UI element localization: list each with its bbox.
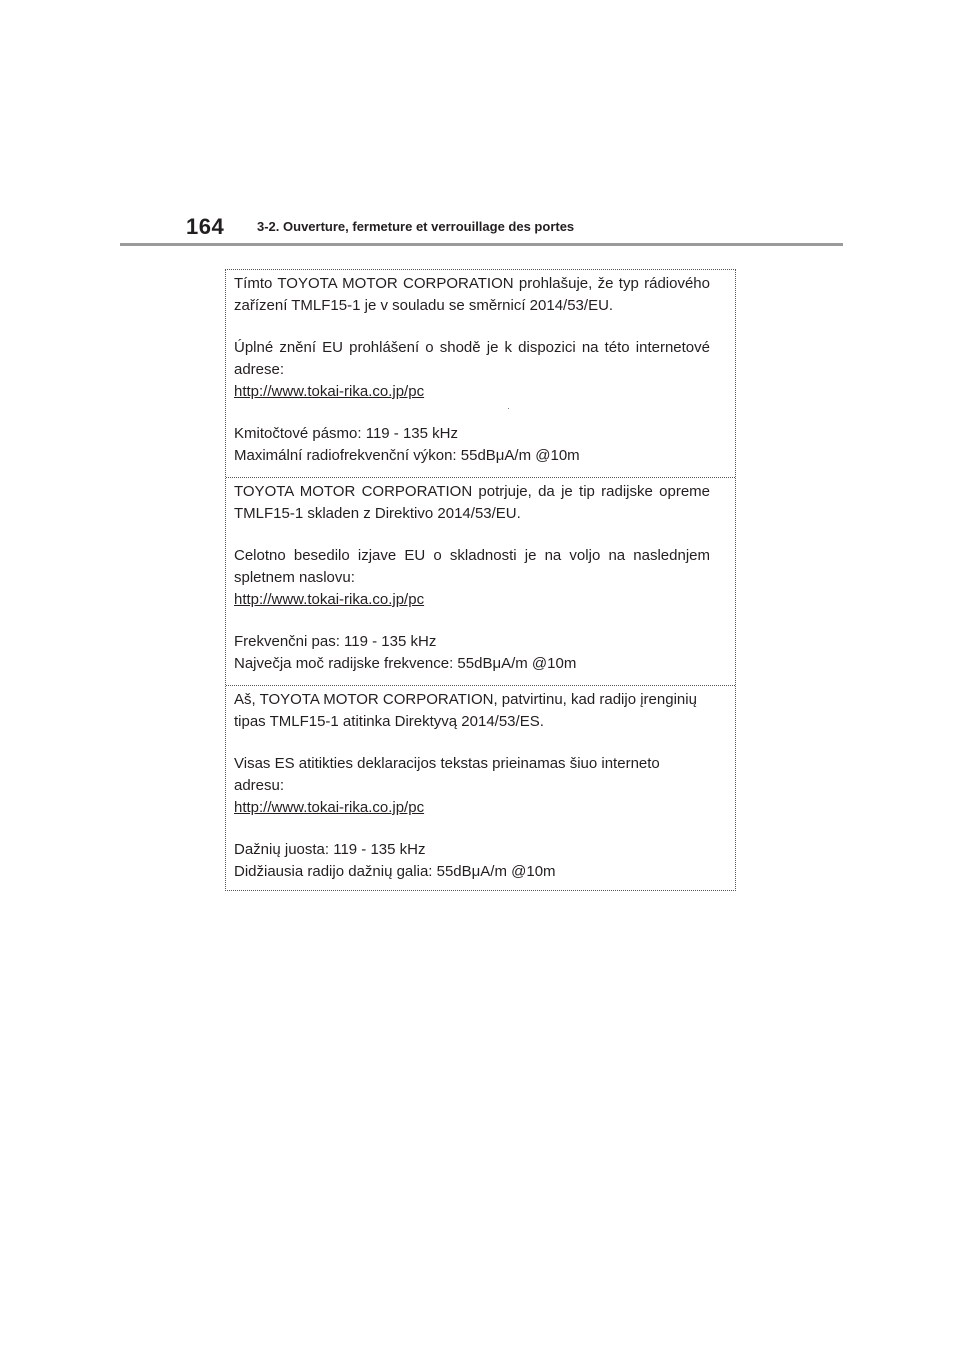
header-divider xyxy=(120,243,843,246)
declaration-url-link[interactable]: http://www.tokai-rika.co.jp/pc xyxy=(234,799,425,816)
stray-dot-mark xyxy=(508,408,509,409)
frequency-band: Kmitočtové pásmo: 119 - 135 kHz xyxy=(234,425,458,442)
declaration-box xyxy=(225,269,736,891)
section-title: 3-2. Ouverture, fermeture et verrouillage des portes xyxy=(257,219,575,234)
page-number: 164 xyxy=(186,214,225,239)
full-text-notice: Úplné znění EU prohlášení o shodě je k dispozici na této internetové adrese: xyxy=(234,339,710,378)
declaration-text: Tímto TOYOTA MOTOR CORPORATION prohlašuje, že typ rádiového zařízení TMLF15-1 je v souladu se směrnicí 2014/53/EU. xyxy=(234,275,710,314)
declaration-url-link[interactable]: http://www.tokai-rika.co.jp/pc xyxy=(234,591,425,608)
declaration-url-link[interactable]: http://www.tokai-rika.co.jp/pc xyxy=(234,383,425,400)
declaration-block-slovenian xyxy=(226,477,735,685)
max-power: Največja moč radijske frekvence: 55dBμA/m @10m xyxy=(234,655,577,672)
declaration-text: Aš, TOYOTA MOTOR CORPORATION, patvirtinu, kad radijo įrenginių tipas TMLF15-1 atitinka Direktyvą 2014/53/ES. xyxy=(234,691,697,730)
full-text-notice: Visas ES atitikties deklaracijos tekstas prieinamas šiuo interneto adresu: xyxy=(234,755,660,794)
frequency-band: Dažnių juosta: 119 - 135 kHz xyxy=(234,841,426,858)
max-power: Maximální radiofrekvenční výkon: 55dBμA/m @10m xyxy=(234,447,580,464)
declaration-text: TOYOTA MOTOR CORPORATION potrjuje, da je tip radijske opreme TMLF15-1 skladen z Direktivo 2014/53/EU. xyxy=(234,483,710,522)
max-power: Didžiausia radijo dažnių galia: 55dBμA/m @10m xyxy=(234,863,556,880)
declaration-block-czech xyxy=(226,270,735,477)
declaration-block-lithuanian xyxy=(226,685,735,890)
full-text-notice: Celotno besedilo izjave EU o skladnosti je na voljo na naslednjem spletnem naslovu: xyxy=(234,547,710,586)
frequency-band: Frekvenčni pas: 119 - 135 kHz xyxy=(234,633,437,650)
